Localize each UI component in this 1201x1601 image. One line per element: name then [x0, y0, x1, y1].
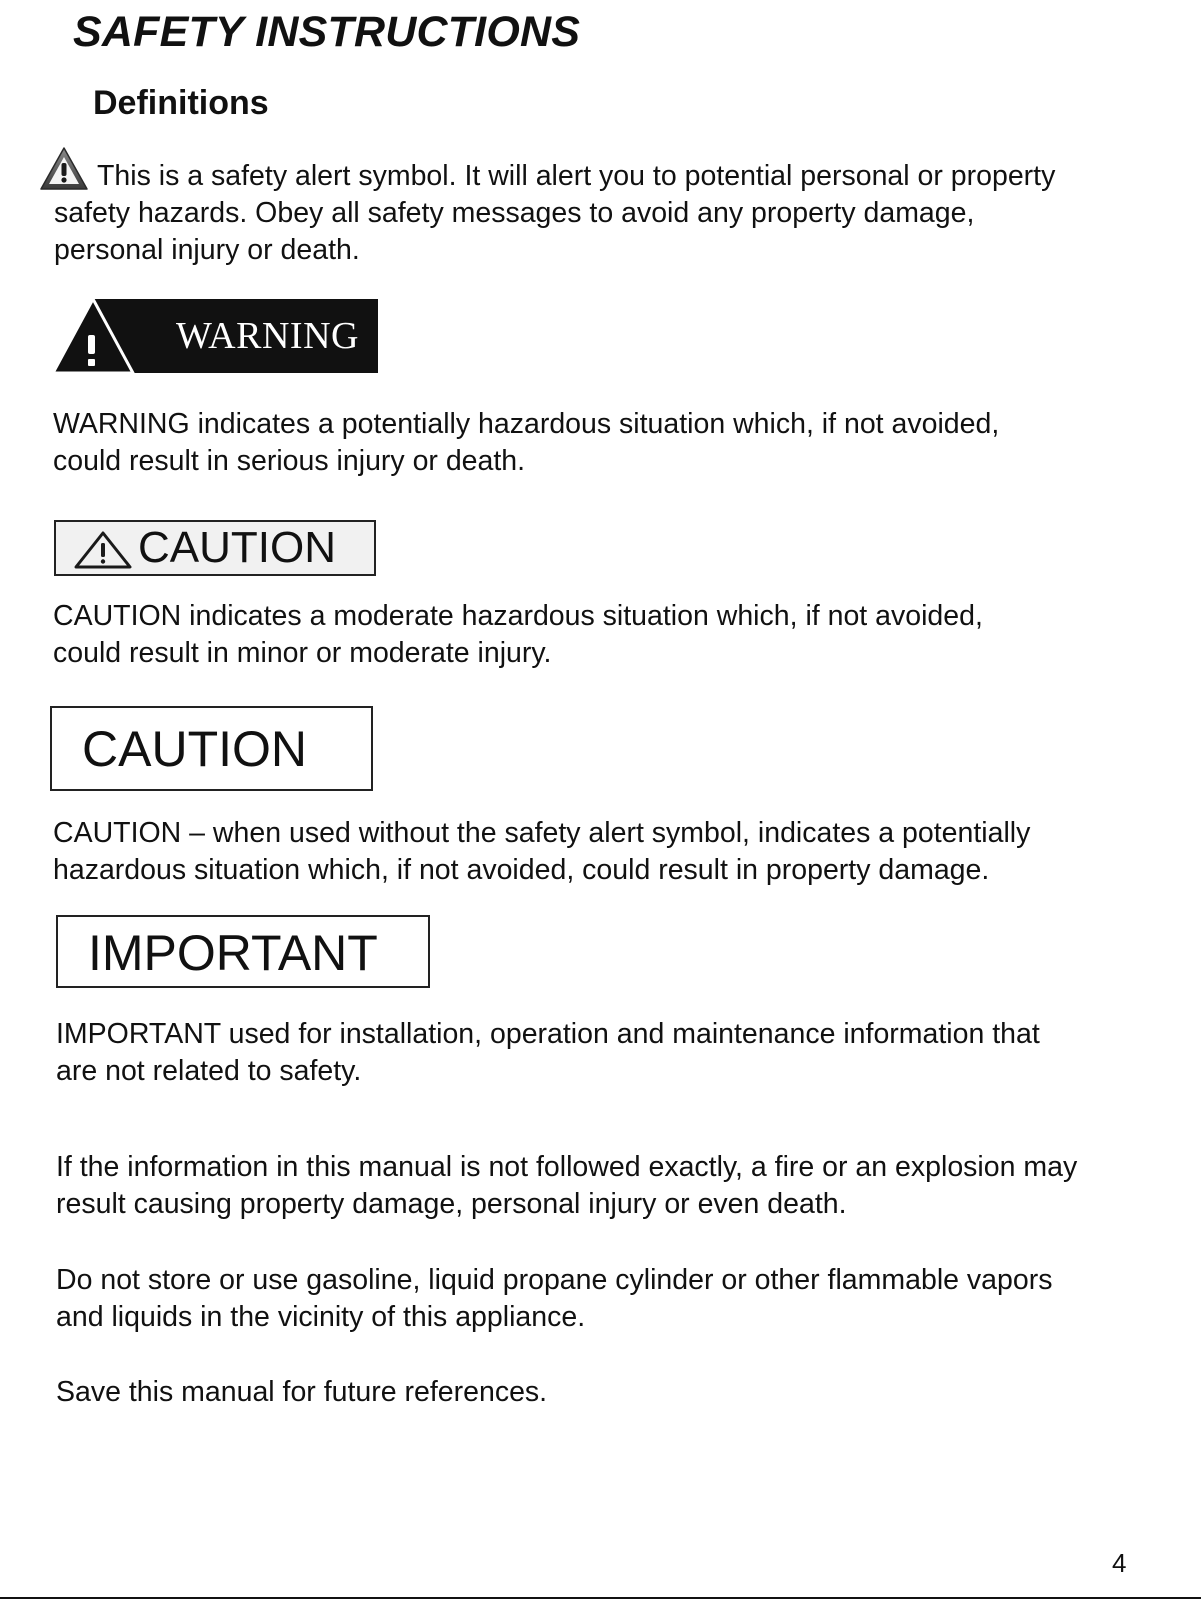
important-text-line-1: IMPORTANT used for installation, operation and maintenance information that: [56, 1018, 1040, 1050]
caution-plain-text-line-2: hazardous situation which, if not avoided, could result in property damage.: [53, 854, 990, 886]
important-label: IMPORTANT: [88, 925, 378, 981]
important-banner: [56, 915, 430, 988]
caution-alert-label: CAUTION: [138, 523, 336, 572]
storage-warning-line-1: Do not store or use gasoline, liquid propane cylinder or other flammable vapors: [56, 1264, 1053, 1296]
warning-text-line-1: WARNING indicates a potentially hazardous situation which, if not avoided,: [53, 408, 1000, 440]
section-heading-definitions: Definitions: [93, 84, 269, 122]
alert-symbol-text-line-2: safety hazards. Obey all safety messages to avoid any property damage,: [54, 197, 975, 229]
safety-alert-triangle-icon: [39, 145, 89, 193]
warning-triangle-icon: [53, 299, 157, 373]
caution-plain-banner: [50, 706, 373, 791]
fire-warning-line-1: If the information in this manual is not followed exactly, a fire or an explosion may: [56, 1151, 1078, 1183]
fire-warning-line-2: result causing property damage, personal injury or even death.: [56, 1188, 847, 1220]
warning-text-line-2: could result in serious injury or death.: [53, 445, 526, 477]
page-title: SAFETY INSTRUCTIONS: [73, 8, 581, 56]
caution-plain-text-line-1: CAUTION – when used without the safety alert symbol, indicates a potentially: [53, 817, 1031, 849]
warning-banner: [53, 299, 378, 373]
caution-alert-text-line-2: could result in minor or moderate injury.: [53, 637, 552, 669]
storage-warning-line-2: and liquids in the vicinity of this appliance.: [56, 1301, 586, 1333]
caution-plain-label: CAUTION: [82, 721, 307, 777]
page-number: 4: [1112, 1548, 1127, 1578]
save-manual-note: Save this manual for future references.: [56, 1376, 548, 1408]
caution-triangle-icon: [72, 530, 134, 570]
alert-symbol-text-line-1: This is a safety alert symbol. It will alert you to potential personal or property: [97, 160, 1056, 192]
important-text-line-2: are not related to safety.: [56, 1055, 362, 1087]
warning-label: WARNING: [157, 299, 378, 373]
footer-rule: [0, 1597, 1201, 1599]
alert-symbol-text-line-3: personal injury or death.: [54, 234, 360, 266]
caution-alert-banner: [54, 520, 376, 576]
caution-alert-text-line-1: CAUTION indicates a moderate hazardous situation which, if not avoided,: [53, 600, 983, 632]
